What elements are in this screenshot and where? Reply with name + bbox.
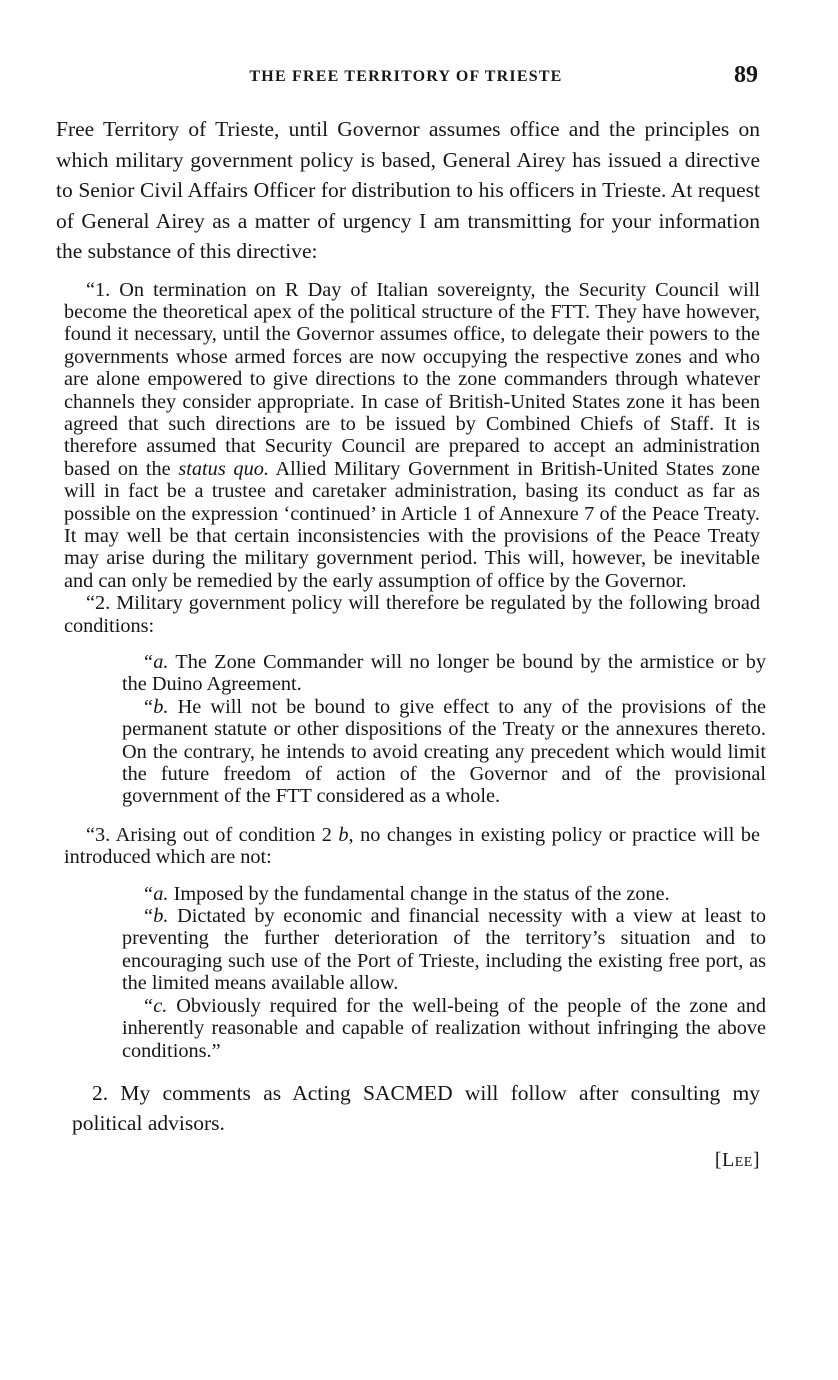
page-header <box>56 62 756 92</box>
intro-paragraph: Free Territory of Trieste, until Governor assumes office and the principles on which military government policy is based, General Airey has issued a directive to Senior Civil Affairs Officer for distribution to his officers in Trieste. At request of General Airey as a matter of urgency I am transmitting for your information the substance of this directive: <box>56 117 760 263</box>
directive-quote <box>64 278 766 1062</box>
running-head: THE FREE TERRITORY OF TRIESTE <box>249 68 563 85</box>
conditions-list <box>122 651 766 808</box>
directive-paragraph-3: “3. Arising out of condition 2 b, no changes in existing policy or practice will be introduced which are not: <box>64 823 760 869</box>
closing-paragraph: 2. My comments as Acting SACMED will follow after consulting my political advisors. <box>72 1080 760 1136</box>
directive-paragraph-2: “2. Military government policy will therefore be regulated by the following broad conditions: <box>64 592 760 637</box>
policy-list <box>122 883 766 1062</box>
condition-3c: “c. Obviously required for the well-being of the people of the zone and inherently reasonable and capable of realization without infringing the above conditions.” <box>122 994 766 1062</box>
condition-2b: “b. He will not be bound to give effect to any of the provisions of the permanent statute or other dispositions of the Treaty or the annexures thereto. On the contrary, he intends to avoid creating any precedent which would limit the future freedom of action of the Governor and of the provisional government of the FTT considered as a whole. <box>122 695 766 808</box>
condition-3a: “a. Imposed by the fundamental change in the status of the zone. <box>142 882 670 905</box>
directive-paragraph-1: “1. On termination on R Day of Italian sovereignty, the Security Council will become the theoretical apex of the political structure of the FTT. They have however, found it necessary, until the Governor assumes office, to delegate their powers to the governments whose armed forces are now occupying the respective zones and who are alone empowered to give directions to the zone commanders through whatever channels they consider appropriate. In case of British-United States zone it has been agreed that such directions are to be issued by Combined Chiefs of Staff. It is therefore assumed that Security Council are prepared to accept an administration based on the status quo. Allied Military Government in British-United States zone will in fact be a trustee and caretaker administration, basing its conduct as far as possible on the expression ‘continued’ in Article 1 of Annexure 7 of the Peace Treaty. It may well be that certain inconsistencies with the provisions of the Peace Treaty may arise during the military government period. This will, however, be inevitable and can only be remedied by the early assumption of office by the Governor. <box>64 278 760 592</box>
body-text <box>56 114 766 1172</box>
condition-3b: “b. Dictated by economic and financial necessity with a view at least to preventing the further deterioration of the territory’s situation and to encouraging such use of the Port of Trieste, including the existing free port, as the limited means available allow. <box>122 905 766 995</box>
signature: [Lee] <box>714 1148 760 1171</box>
page-number: 89 <box>734 62 758 88</box>
condition-2a: “a. The Zone Commander will no longer be bound by the armistice or by the Duino Agreement. <box>122 651 766 696</box>
